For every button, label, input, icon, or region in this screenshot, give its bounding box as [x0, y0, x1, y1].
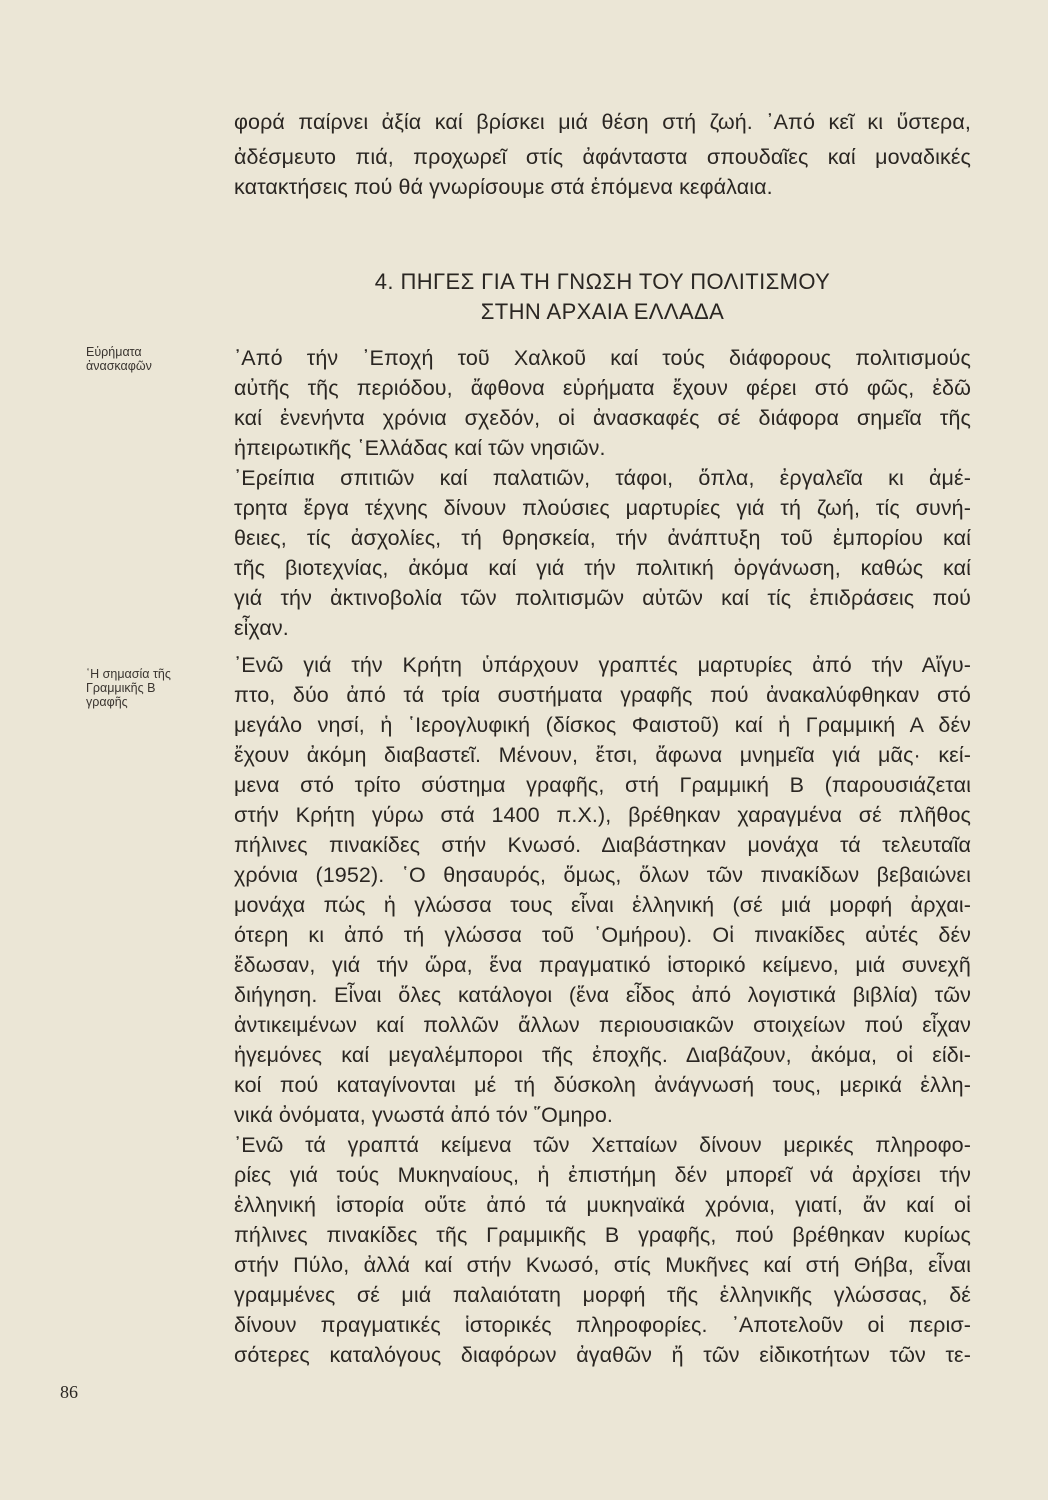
- text-line: ἀντικειμένων καί πολλῶν ἄλλων περιουσιακῶν στοιχείων πού εἶχαν: [234, 1013, 971, 1037]
- margin-note-line: Γραμμικῆς Β: [86, 681, 156, 695]
- text-line: θειες, τίς ἀσχολίες, τή θρησκεία, τήν ἀνάπτυξη τοῦ ἐμπορίου καί: [234, 526, 971, 550]
- text-line: στήν Πύλο, ἀλλά καί στήν Κνωσό, στίς Μυκῆνες καί στή Θήβα, εἶναι: [234, 1253, 971, 1277]
- text-line: νικά ὀνόματα, γνωστά ἀπό τόν ῞Ομηρο.: [234, 1103, 613, 1127]
- text-line: γιά τήν ἀκτινοβολία τῶν πολιτισμῶν αὐτῶν καί τίς ἐπιδράσεις πού: [234, 586, 971, 610]
- text-line: εἶχαν.: [234, 616, 289, 640]
- text-line: καί ἐνενήντα χρόνια σχεδόν, οἱ ἀνασκαφές σέ διάφορα σημεῖα τῆς: [234, 406, 971, 430]
- text-line: ἑλληνική ἱστορία οὔτε ἀπό τά μυκηναϊκά χρόνια, γιατί, ἄν καί οἱ: [234, 1193, 971, 1217]
- text-line: δίνουν πραγματικές ἱστορικές πληροφορίες. ᾿Αποτελοῦν οἱ περισ-: [234, 1313, 971, 1337]
- margin-note-line: ἀνασκαφῶν: [86, 359, 152, 373]
- margin-note-linear-b-significance: [86, 667, 216, 709]
- text-line: στήν Κρήτη γύρω στά 1400 π.Χ.), βρέθηκαν χαραγμένα σέ πλῆθος: [234, 803, 971, 827]
- text-line: πήλινες πινακίδες στήν Κνωσό. Διαβάστηκαν μονάχα τά τελευταῖα: [234, 833, 971, 857]
- text-line: διήγηση. Εἶναι ὅλες κατάλογοι (ἕνα εἶδος ἀπό λογιστικά βιβλία) τῶν: [234, 983, 971, 1007]
- text-line: κοί πού καταγίνονται μέ τή δύσκολη ἀνάγνωσή τους, μερικά ἑλλη-: [234, 1073, 971, 1097]
- text-line: ᾿Ενῶ τά γραπτά κείμενα τῶν Χετταίων δίνουν μερικές πληροφο-: [234, 1133, 971, 1157]
- text-line: αὐτῆς τῆς περιόδου, ἄφθονα εὑρήματα ἔχουν φέρει στό φῶς, ἐδῶ: [234, 376, 971, 400]
- section-heading-line1: 4. ΠΗΓΕΣ ΓΙΑ ΤΗ ΓΝΩΣΗ ΤΟΥ ΠΟΛΙΤΙΣΜΟΥ: [374, 269, 831, 294]
- text-line: πτο, δύο ἀπό τά τρία συστήματα γραφῆς πού ἀνακαλύφθηκαν στό: [234, 683, 971, 707]
- text-line: ᾿Από τήν ᾿Εποχή τοῦ Χαλκοῦ καί τούς διάφορους πολιτισμούς: [234, 346, 971, 370]
- text-line: μονάχα πώς ἡ γλώσσα τους εἶναι ἑλληνική (σέ μιά μορφή ἀρχαι-: [234, 893, 971, 917]
- margin-note-line: ῾Η σημασία τῆς: [86, 667, 171, 681]
- text-line: τῆς βιοτεχνίας, ἀκόμα καί γιά τήν πολιτική ὀργάνωση, καθώς καί: [234, 556, 971, 580]
- page-number: 86: [60, 1382, 78, 1402]
- text-line: φορά παίρνει ἀξία καί βρίσκει μιά θέση στή ζωή. ᾿Από κεῖ κι ὕστερα,: [234, 110, 971, 134]
- text-line: ἔδωσαν, γιά τήν ὥρα, ἕνα πραγματικό ἱστορικό κείμενο, μιά συνεχῆ: [234, 953, 971, 977]
- margin-note-line: Εὑρήματα: [86, 345, 142, 359]
- margin-note-excavation-finds: [86, 345, 216, 373]
- text-line: ότερη κι ἀπό τή γλώσσα τοῦ ῾Ομήρου). Οἱ πινακίδες αὐτές δέν: [234, 923, 971, 947]
- text-line: ᾿Ενῶ γιά τήν Κρήτη ὑπάρχουν γραπτές μαρτυρίες ἀπό τήν Αἴγυ-: [234, 653, 971, 677]
- section-heading-line2: ΣΤΗΝ ΑΡΧΑΙΑ ΕΛΛΑΔΑ: [480, 299, 725, 324]
- text-line: πήλινες πινακίδες τῆς Γραμμικῆς Β γραφῆς, πού βρέθηκαν κυρίως: [234, 1223, 971, 1247]
- text-line: ἠπειρωτικῆς ῾Ελλάδας καί τῶν νησιῶν.: [234, 436, 606, 460]
- text-line: ἔχουν ἀκόμη διαβαστεῖ. Μένουν, ἔτσι, ἄφωνα μνημεῖα γιά μᾶς· κεί-: [234, 743, 971, 767]
- text-line: γραμμένες σέ μιά παλαιότατη μορφή τῆς ἑλληνικῆς γλώσσας, δέ: [234, 1283, 971, 1307]
- text-line: ἡγεμόνες καί μεγαλέμποροι τῆς ἐποχῆς. Διαβάζουν, ἀκόμα, οἱ είδι-: [234, 1043, 971, 1067]
- text-line: τρητα ἔργα τέχνης δίνουν πλούσιες μαρτυρίες γιά τή ζωή, τίς συνή-: [234, 496, 971, 520]
- text-line: ἀδέσμευτο πιά, προχωρεῖ στίς ἀφάνταστα σπουδαῖες καί μοναδικές: [234, 145, 971, 169]
- text-line: μεγάλο νησί, ἡ ῾Ιερογλυφική (δίσκος Φαιστοῦ) καί ἡ Γραμμική Α δέν: [234, 713, 971, 737]
- text-line: σότερες καταλόγους διαφόρων ἀγαθῶν ἤ τῶν εἰδικοτήτων τῶν τε-: [234, 1343, 971, 1367]
- text-line: μενα στό τρίτο σύστημα γραφῆς, στή Γραμμική Β (παρουσιάζεται: [234, 773, 971, 797]
- text-line: κατακτήσεις πού θά γνωρίσουμε στά ἑπόμενα κεφάλαια.: [234, 175, 773, 199]
- margin-note-line: γραφῆς: [86, 695, 128, 709]
- text-line: χρόνια (1952). ῾Ο θησαυρός, ὅμως, ὅλων τῶν πινακίδων βεβαιώνει: [234, 863, 971, 887]
- text-line: ᾿Ερείπια σπιτιῶν καί παλατιῶν, τάφοι, ὅπλα, ἐργαλεῖα κι ἀμέ-: [234, 466, 971, 490]
- text-line: ρίες γιά τούς Μυκηναίους, ἡ ἐπιστήμη δέν μπορεῖ νά ἀρχίσει τήν: [234, 1163, 971, 1187]
